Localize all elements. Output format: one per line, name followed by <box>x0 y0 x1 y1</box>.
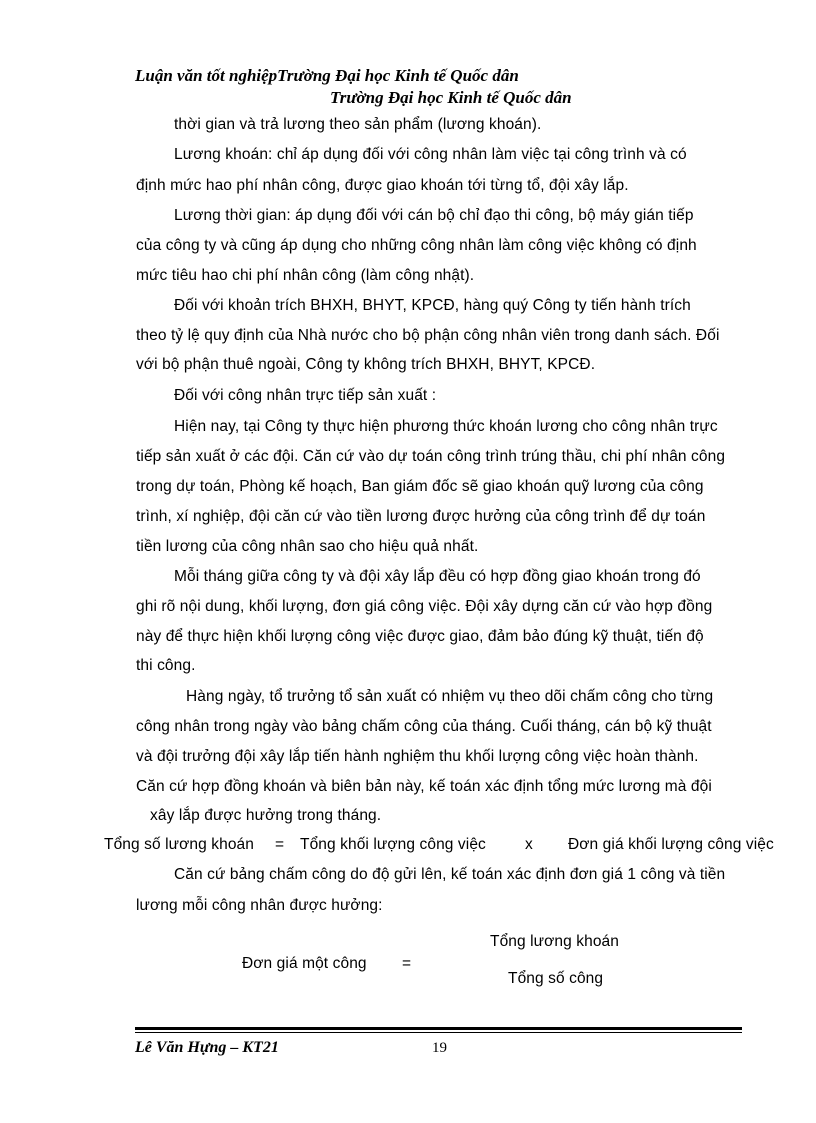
body-line: Lương thời gian: áp dụng đối với cán bộ chỉ đạo thi công, bộ máy gián tiếp <box>174 207 694 224</box>
footer-author: Lê Văn Hựng – KT21 <box>135 1039 279 1056</box>
formula2-numerator: Tổng lương khoán <box>490 933 619 950</box>
body-line: thi công. <box>136 657 196 674</box>
footer-rule-thick <box>135 1027 742 1030</box>
body-line: công nhân trong ngày vào bảng chấm công của tháng. Cuối tháng, cán bộ kỹ thuật <box>136 718 712 735</box>
body-line: mức tiêu hao chi phí nhân công (làm công nhật). <box>136 267 475 284</box>
formula2-equals: = <box>402 955 412 972</box>
body-line: của công ty và cũng áp dụng cho những công nhân làm công việc không có định <box>136 237 697 254</box>
body-line: và đội trưởng đội xây lắp tiến hành nghiệm thu khối lượng công việc hoàn thành. <box>136 748 699 765</box>
body-line: Mỗi tháng giữa công ty và đội xây lắp đều có hợp đồng giao khoán trong đó <box>174 568 701 585</box>
body-line: định mức hao phí nhân công, được giao khoán tới từng tổ, đội xây lắp. <box>136 177 629 194</box>
body-line: này để thực hiện khối lượng công việc được giao, đảm bảo đúng kỹ thuật, tiến độ <box>136 628 704 645</box>
body-line: ghi rõ nội dung, khối lượng, đơn giá công việc. Đội xây dựng căn cứ vào hợp đồng <box>136 598 713 615</box>
body-line: Hiện nay, tại Công ty thực hiện phương thức khoán lương cho công nhân trực <box>174 418 718 435</box>
body-line: theo tỷ lệ quy định của Nhà nước cho bộ phận công nhân viên trong danh sách. Đối <box>136 327 720 344</box>
body-line: xây lắp được hưởng trong tháng. <box>150 807 382 824</box>
body-line: Lương khoán: chỉ áp dụng đối với công nhân làm việc tại công trình và có <box>174 146 687 163</box>
formula2-denominator: Tổng số công <box>508 970 604 987</box>
body-line: thời gian và trả lương theo sản phẩm (lương khoán). <box>174 116 542 133</box>
formula1-lhs: Tổng số lương khoán <box>104 836 254 853</box>
body-line: lương mỗi công nhân được hưởng: <box>136 897 383 914</box>
formula1-term1: Tổng khối lượng công việc <box>300 836 486 853</box>
body-line: Hàng ngày, tổ trưởng tổ sản xuất có nhiệm vụ theo dõi chấm công cho từng <box>186 688 714 705</box>
body-line: tiền lương của công nhân sao cho hiệu quả nhất. <box>136 538 479 555</box>
formula1-multiply: x <box>525 836 533 853</box>
body-line: với bộ phận thuê ngoài, Công ty không trích BHXH, BHYT, KPCĐ. <box>136 356 596 373</box>
formula2-lhs: Đơn giá một công <box>242 955 367 972</box>
body-line: trình, xí nghiệp, đội căn cứ vào tiền lương được hưởng của công trình để dự toán <box>136 508 706 525</box>
footer-rule-thin <box>135 1032 742 1033</box>
body-line: Đối với công nhân trực tiếp sản xuất : <box>174 387 437 404</box>
header-title: Luận văn tốt nghiệpTrường Đại học Kinh tế Quốc dân <box>135 66 519 85</box>
body-line: trong dự toán, Phòng kế hoạch, Ban giám đốc sẽ giao khoán quỹ lương của công <box>136 478 704 495</box>
formula1-equals: = <box>275 836 285 853</box>
body-line: Căn cứ bảng chấm công do độ gửi lên, kế toán xác định đơn giá 1 công và tiền <box>174 866 726 883</box>
body-line: Đối với khoản trích BHXH, BHYT, KPCĐ, hàng quý Công ty tiến hành trích <box>174 297 691 314</box>
formula1-term2: Đơn giá khối lượng công việc <box>568 836 774 853</box>
body-line: Căn cứ hợp đồng khoán và biên bản này, kế toán xác định tổng mức lương mà đội <box>136 778 712 795</box>
body-line: tiếp sản xuất ở các đội. Căn cứ vào dự toán công trình trúng thầu, chi phí nhân công <box>136 448 726 465</box>
page-number: 19 <box>432 1040 447 1056</box>
header-subtitle: Trường Đại học Kinh tế Quốc dân <box>330 88 572 107</box>
